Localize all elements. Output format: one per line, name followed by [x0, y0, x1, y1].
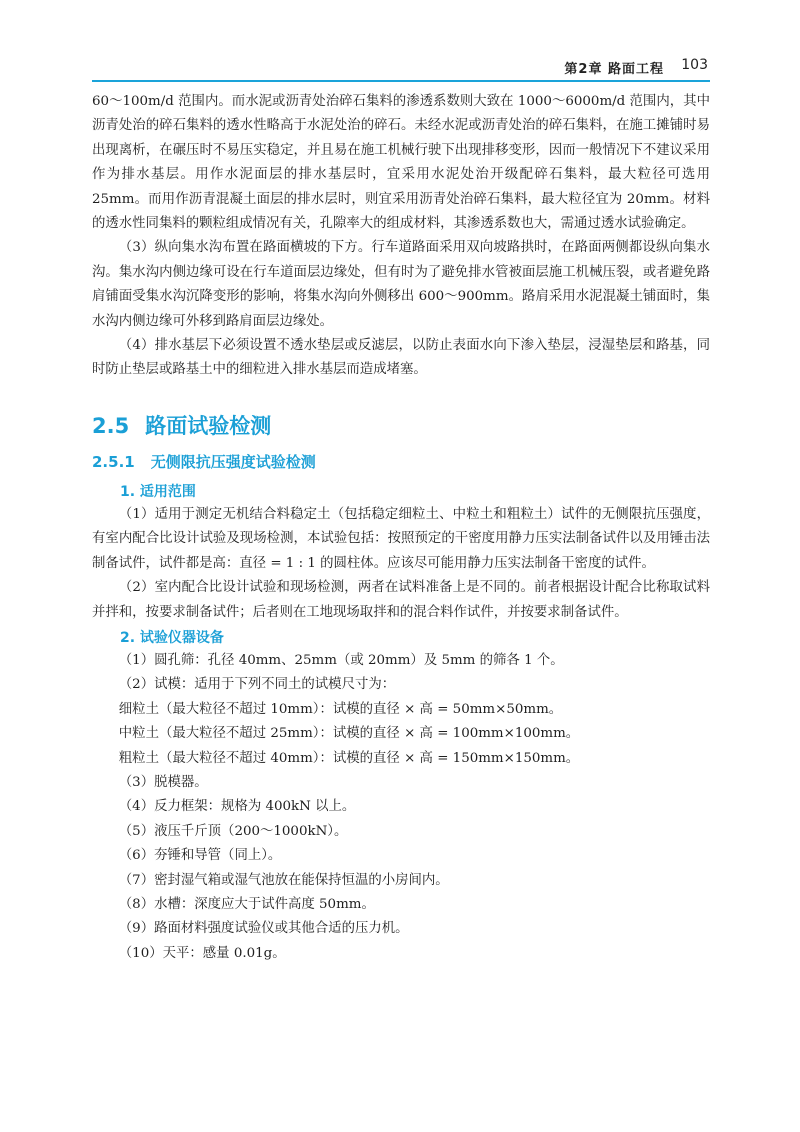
- equipment-list: [92, 649, 710, 966]
- section-number: 2.5: [92, 413, 130, 438]
- section-title: 路面试验检测: [145, 413, 272, 438]
- page-number: 103: [681, 57, 708, 73]
- section-heading: [92, 409, 710, 443]
- list-item: 中粒土（最大粒径不超过 25mm）：试模的直径 × 高 = 100mm×100mm。: [118, 726, 580, 742]
- subsection-title: 无侧限抗压强度试验检测: [150, 452, 316, 471]
- subsection-heading: [92, 449, 710, 475]
- body-paragraph: （1）适用于测定无机结合料稳定土（包括稳定细粒土、中粒土和粗粒土）试件的无侧限抗压强度，有室内配合比设计试验及现场检测，本试验包括：按照预定的干密度用静力压实法制备试件以及用锤击法制备试件，试件都是高：直径 = 1 : 1 的圆柱体。应该尽可能用静力压实法制备干密度的试件。: [92, 506, 710, 571]
- body-paragraph: （2）室内配合比设计试验和现场检测，两者在试料准备上是不同的。前者根据设计配合比称取试料并拌和，按要求制备试件；后者则在工地现场取拌和的混合料作试件，并按要求制备试件。: [92, 580, 710, 620]
- equipment-heading: 2. 试验仪器设备: [120, 629, 224, 646]
- list-item: （10）天平：感量 0.01g。: [118, 945, 286, 961]
- list-item: 细粒土（最大粒径不超过 10mm）：试模的直径 × 高 = 50mm×50mm。: [118, 701, 563, 717]
- scope-heading: 1. 适用范围: [120, 483, 196, 500]
- list-item: （9）路面材料强度试验仪或其他合适的压力机。: [118, 921, 409, 937]
- list-item: （8）水槽：深度应大于试件高度 50mm。: [118, 896, 375, 912]
- subsection-number: 2.5.1: [92, 452, 135, 471]
- chapter-title: 第2章 路面工程: [564, 62, 664, 77]
- list-item: （3）脱模器。: [118, 774, 208, 790]
- body-paragraph: （4）排水基层下必须设置不透水垫层或反滤层，以防止表面水向下渗入垫层，浸湿垫层和路基，同时防止垫层或路基土中的细粒进入排水基层而造成堵塞。: [92, 338, 710, 378]
- list-item: 粗粒土（最大粒径不超过 40mm）：试模的直径 × 高 = 150mm×150mm。: [118, 750, 580, 766]
- page-body: [92, 90, 710, 966]
- list-item: （5）液压千斤顶（200～1000kN）。: [118, 823, 348, 839]
- list-item: （6）夯锤和导管（同上）。: [118, 848, 282, 864]
- page-header: [92, 52, 710, 82]
- list-item: （4）反力框架：规格为 400kN 以上。: [118, 799, 356, 815]
- list-item: （7）密封湿气箱或湿气池放在能保持恒温的小房间内。: [118, 872, 449, 888]
- list-item: （2）试模：适用于下列不同土的试模尺寸为：: [118, 677, 396, 693]
- body-paragraph: 60～100m/d 范围内。而水泥或沥青处治碎石集料的渗透系数则大致在 1000～6000m/d 范围内，其中沥青处治的碎石集料的透水性略高于水泥处治的碎石。未经水泥或沥青处治的碎石集料，在施工摊铺时易出现离析，在碾压时不易压实稳定，并且易在施工机械行驶下出现排移变形，因而一般情况下不建议采用作为排水基层。用作水泥面层的排水基层时，宜采用水泥处治开级配碎石集料，最大粒径可选用 25mm。而用作沥青混凝土面层的排水层时，则宜采用沥青处治碎石集料，最大粒径宜为 20mm。材料的透水性同集料的颗粒组成情况有关，孔隙率大的组成材料，其渗透系数也大，需通过透水试验确定。: [92, 94, 710, 232]
- list-item: （1）圆孔筛：孔径 40mm、25mm（或 20mm）及 5mm 的筛各 1 个。: [118, 652, 564, 668]
- body-paragraph: （3）纵向集水沟布置在路面横坡的下方。行车道路面采用双向坡路拱时，在路面两侧都设纵向集水沟。集水沟内侧边缘可设在行车道面层边缘处，但有时为了避免排水管被面层施工机械压裂，或者避免路肩铺面受集水沟沉降变形的影响，将集水沟向外侧移出 600～900mm。路肩采用水泥混凝土铺面时，集水沟内侧边缘可外移到路肩面层边缘处。: [92, 240, 710, 329]
